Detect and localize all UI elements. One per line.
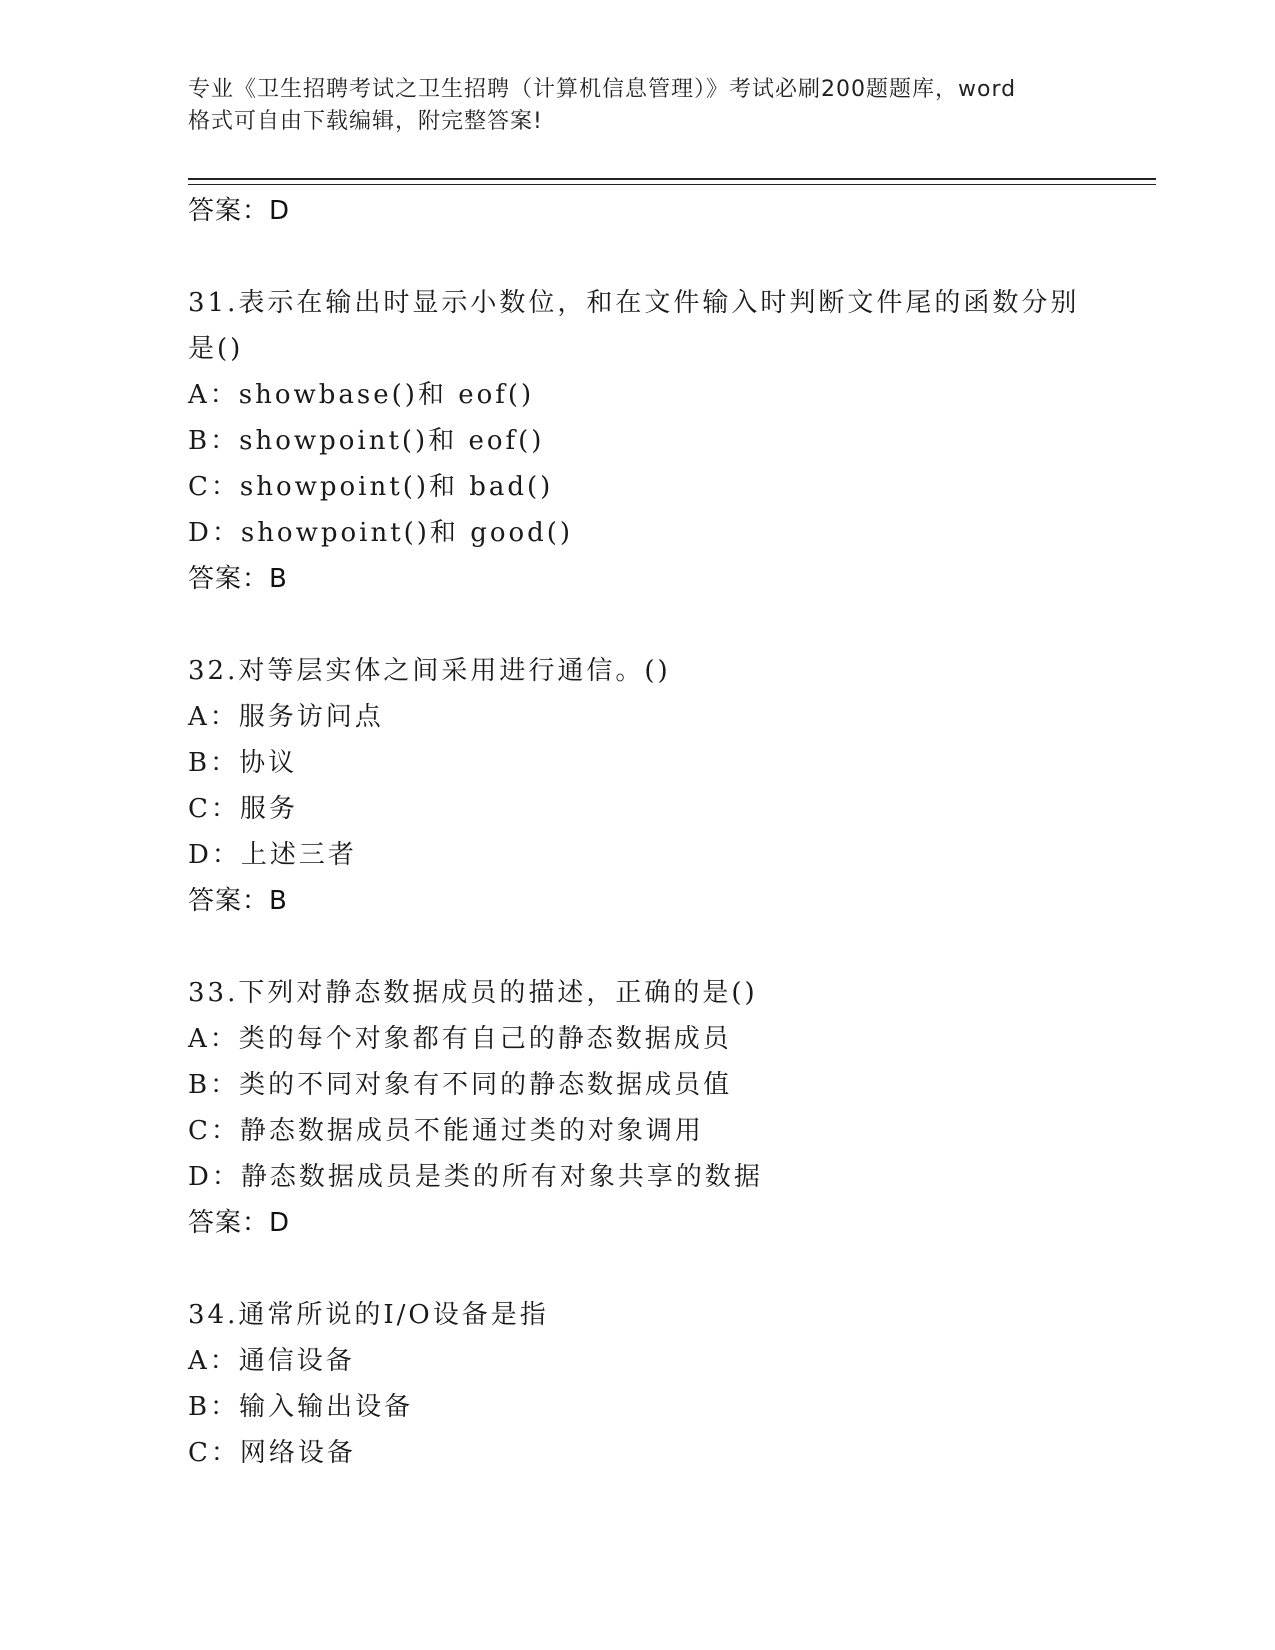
- option-c: C：服务: [188, 794, 298, 824]
- answer-line: 答案：D: [188, 1208, 291, 1238]
- option-d: D：上述三者: [188, 840, 357, 870]
- option-c: C：showpoint()和 bad(): [188, 472, 554, 502]
- option-b: B：showpoint()和 eof(): [188, 426, 545, 456]
- header-divider-thin: [188, 184, 1156, 185]
- answer-line: 答案：B: [188, 886, 288, 916]
- question-text: 31.表示在输出时显示小数位，和在文件输入时判断文件尾的函数分别是(): [188, 288, 1080, 364]
- question-block: [188, 970, 1088, 1246]
- previous-answer: 答案：D: [188, 196, 291, 226]
- question-text: 33.下列对静态数据成员的描述，正确的是(): [188, 978, 758, 1008]
- header-line-2: 格式可自由下载编辑，附完整答案!: [188, 109, 543, 134]
- spacer: [188, 234, 1088, 280]
- option-c: C：网络设备: [188, 1438, 356, 1468]
- document-header: [188, 74, 1088, 138]
- spacer: [188, 1246, 1088, 1292]
- header-divider: [188, 178, 1156, 180]
- option-d: D：静态数据成员是类的所有对象共享的数据: [188, 1162, 763, 1192]
- option-c: C：静态数据成员不能通过类的对象调用: [188, 1116, 704, 1146]
- header-line-1: 专业《卫生招聘考试之卫生招聘（计算机信息管理）》考试必刷200题题库，word: [188, 77, 1017, 102]
- option-a: A：通信设备: [188, 1346, 355, 1376]
- spacer: [188, 602, 1088, 648]
- question-block: [188, 1292, 1088, 1476]
- question-block: [188, 280, 1088, 602]
- option-b: B：输入输出设备: [188, 1392, 414, 1422]
- question-list: [188, 188, 1088, 1476]
- question-block: [188, 648, 1088, 924]
- option-b: B：类的不同对象有不同的静态数据成员值: [188, 1070, 733, 1100]
- option-a: A：服务访问点: [188, 702, 384, 732]
- option-b: B：协议: [188, 748, 298, 778]
- option-a: A：showbase()和 eof(): [188, 380, 535, 410]
- spacer: [188, 924, 1088, 970]
- question-text: 32.对等层实体之间采用进行通信。(): [188, 656, 671, 686]
- answer-line: 答案：B: [188, 564, 288, 594]
- option-d: D：showpoint()和 good(): [188, 518, 574, 548]
- option-a: A：类的每个对象都有自己的静态数据成员: [188, 1024, 732, 1054]
- question-text: 34.通常所说的I/O设备是指: [188, 1300, 549, 1330]
